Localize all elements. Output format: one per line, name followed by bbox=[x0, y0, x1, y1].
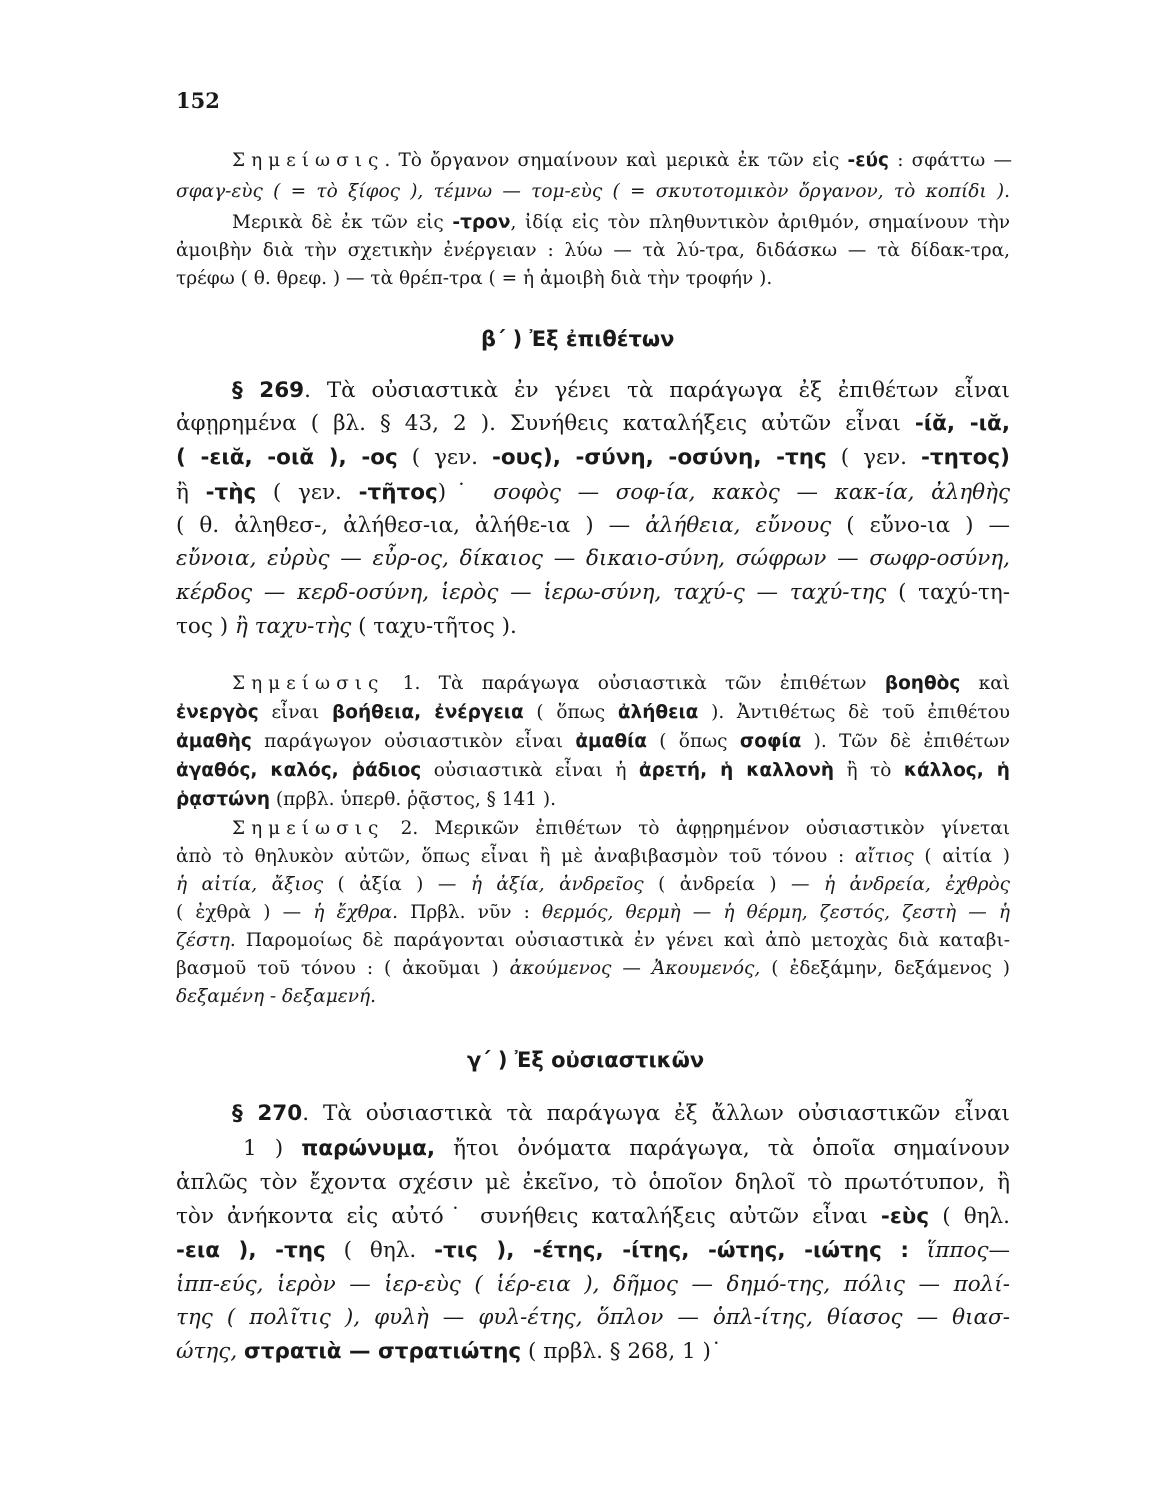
note2-line-3: ἡ αἰτία, ἄξιος ( ἀξία ) — ἡ ἀξία, ἀνδρεῖος ( ἀνδρεία ) — ἡ ἀνδρεία, ἐχθρὸς bbox=[176, 874, 1010, 895]
sec269-line-3: ( -ειᾰ, -οιᾰ ), -ος ( γεν. -ους), -σύνη, -οσύνη, -της ( γεν. -τητος) bbox=[176, 445, 1010, 470]
sec269-line-1: § 269. Τὰ οὐσιαστικὰ ἐν γένει τὰ παράγωγα ἐξ ἐπιθέτων εἶναι bbox=[232, 378, 1010, 403]
sec270-line-1: § 270. Τὰ οὐσιαστικὰ τὰ παράγωγα ἐξ ἄλλων οὐσιαστικῶν εἶναι bbox=[232, 1101, 1010, 1126]
sec270-line-6: ἱππ-εύς, ἱερὸν — ἱερ-εὺς ( ἱέρ-εια ), δῆμος — δημό-της, πόλις — πολί- bbox=[176, 1272, 1010, 1297]
sec269-line-6: εὔνοια, εὐρὺς — εὖρ-ος, δίκαιος — δικαιο-σύνη, σώφρων — σωφρ-οσύνη, bbox=[176, 546, 1010, 571]
note1-line-5: ῥᾳστώνη (πρβλ. ὑπερθ. ῥᾷστος, § 141 ). bbox=[176, 789, 557, 810]
heading-nouns: γ΄ ) Ἐξ οὐσιαστικῶν bbox=[467, 1048, 705, 1072]
sec269-line-8: τος ) ἢ ταχυ-τὴς ( ταχυ-τῆτος ). bbox=[176, 614, 517, 639]
note-intro-line-1: Σημείωσις. Τὸ ὄργανον σημαίνουν καὶ μερικὰ ἐκ τῶν εἰς -εύς : σφάττω — bbox=[232, 150, 1012, 171]
heading-adjectives: β΄ ) Ἐξ ἐπιθέτων bbox=[481, 327, 675, 351]
note2-line-2: ἀπὸ τὸ θηλυκὸν αὐτῶν, ὅπως εἶναι ἢ μὲ ἀναβιβασμὸν τοῦ τόνου : αἴτιος ( αἰτία ) bbox=[176, 846, 1010, 867]
sec270-line-3: ἁπλῶς τὸν ἔχοντα σχέσιν μὲ ἐκεῖνο, τὸ ὁποῖον δηλοῖ τὸ πρωτότυπον, ἢ bbox=[176, 1170, 1010, 1195]
sec269-line-2: ἀφῃρημένα ( βλ. § 43, 2 ). Συνήθεις καταλήξεις αὐτῶν εἶναι -ίᾰ, -ιᾰ, bbox=[176, 411, 1010, 436]
note1-line-3: ἀμαθὴς παράγωγον οὐσιαστικὸν εἶναι ἀμαθία ( ὅπως σοφία ). Τῶν δὲ ἐπιθέτων bbox=[176, 731, 1010, 752]
note1-line-1: Σημείωσις 1. Τὰ παράγωγα οὐσιαστικὰ τῶν ἐπιθέτων βοηθὸς καὶ bbox=[232, 673, 1010, 694]
sec269-line-7: κέρδος — κερδ-οσύνη, ἱερὸς — ἱερω-σύνη, ταχύ-ς — ταχύ-της ( ταχύ-τη- bbox=[176, 580, 1011, 605]
note2-line-5: ζέστη. Παρομοίως δὲ παράγονται οὐσιαστικὰ ἐν γένει καὶ ἀπὸ μετοχὰς διὰ καταβι- bbox=[176, 930, 1010, 951]
note2-line-1: Σημείωσις 2. Μερικῶν ἐπιθέτων τὸ ἀφῃρημένον οὐσιαστικὸν γίνεται bbox=[232, 818, 1010, 839]
note-intro-line-3: Μερικὰ δὲ ἐκ τῶν εἰς -τρον, ἰδίᾳ εἰς τὸν πληθυντικὸν ἀριθμόν, σημαίνουν τὴν bbox=[232, 212, 1011, 233]
note2-line-6: βασμοῦ τοῦ τόνου : ( ἀκοῦμαι ) ἀκούμενος — Ἀκουμενός, ( ἐδεξάμην, δεξάμενος ) bbox=[176, 958, 1011, 979]
sec270-line-5: -εια ), -της ( θηλ. -τις ), -έτης, -ίτης, -ώτης, -ιώτης : ἵππος— bbox=[176, 1238, 1010, 1263]
sec270-line-7: της ( πολῖτις ), φυλὴ — φυλ-έτης, ὅπλον — ὁπλ-ίτης, θίασος — θιασ- bbox=[176, 1305, 1010, 1330]
sec270-line-4: τὸν ἀνήκοντα εἰς αὐτό˙ συνήθεις καταλήξεις αὐτῶν εἶναι -εὺς ( θηλ. bbox=[176, 1204, 1010, 1229]
note-intro-line-2: σφαγ-εὺς ( = τὸ ξίφος ), τέμνω — τομ-εὺς ( = σκυτοτομικὸν ὄργανον, τὸ κοπίδι ). bbox=[176, 181, 1010, 202]
note-intro-line-5: τρέφω ( θ. θρεφ. ) — τὰ θρέπ-τρα ( = ἡ ἀμοιβὴ διὰ τὴν τροφήν ). bbox=[176, 268, 773, 289]
note2-line-7: δεξαμένη - δεξαμενή. bbox=[176, 986, 376, 1007]
note-intro-line-4: ἀμοιβὴν διὰ τὴν σχετικὴν ἐνέργειαν : λύω — τὰ λύ-τρα, διδάσκω — τὰ δίδακ-τρα, bbox=[176, 240, 1010, 261]
sec270-line-2: 1 ) παρώνυμα, ἤτοι ὀνόματα παράγωγα, τὰ ὁποῖα σημαίνουν bbox=[243, 1136, 1010, 1161]
sec269-line-4: ἢ -τὴς ( γεν. -τῆτος)˙ σοφὸς — σοφ-ία, κακὸς — κακ-ία, ἀληθὴς bbox=[176, 480, 1010, 505]
sec269-line-5: ( θ. ἀληθεσ-, ἀλήθεσ-ια, ἀλήθε-ια ) — ἀλήθεια, εὔνους ( εὔνο-ια ) — bbox=[176, 513, 1010, 538]
note1-line-4: ἀγαθός, καλός, ῥάδιος οὐσιαστικὰ εἶναι ἡ ἀρετή, ἡ καλλονὴ ἢ τὸ κάλλος, ἡ bbox=[176, 760, 1010, 781]
page-number: 152 bbox=[176, 88, 220, 113]
note2-line-4: ( ἐχθρὰ ) — ἡ ἔχθρα. Πρβλ. νῦν : θερμός, θερμὴ — ἡ θέρμη, ζεστός, ζεστὴ — ἡ bbox=[176, 902, 1010, 923]
note1-line-2: ἐνεργὸς εἶναι βοήθεια, ἐνέργεια ( ὅπως ἀλήθεια ). Ἀντιθέτως δὲ τοῦ ἐπιθέτου bbox=[176, 702, 1010, 723]
sec270-line-8: ώτης, στρατιὰ — στρατιώτης ( πρβλ. § 268, 1 )˙ bbox=[176, 1339, 722, 1364]
